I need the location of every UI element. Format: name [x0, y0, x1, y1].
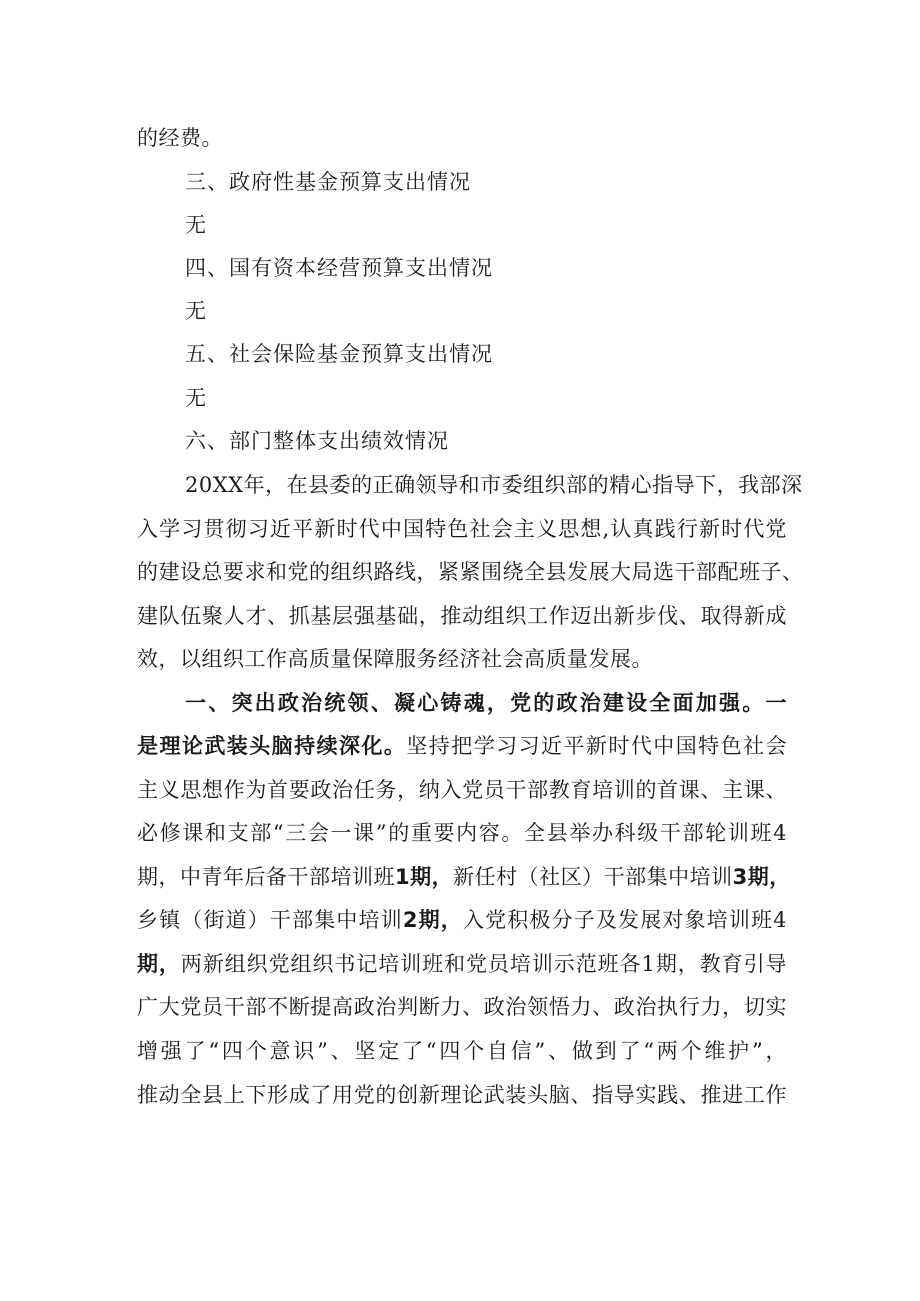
paragraph-line: 增强了“四个意识”、坚定了“四个自信”、做到了“两个维护”， — [137, 1039, 787, 1063]
paragraph-line: 效，以组织工作高质量保障服务经济社会高质量发展。 — [137, 647, 653, 671]
section-heading-3: 三、政府性基金预算支出情况 — [185, 170, 471, 194]
section-heading-5: 五、社会保险基金预算支出情况 — [185, 342, 493, 366]
section-heading-4: 四、国有资本经营预算支出情况 — [185, 256, 493, 280]
paragraph-text: 期，中青年后备干部培训班 — [137, 865, 395, 889]
paragraph-text: 入党积极分子及发展对象培训班4 — [462, 908, 787, 932]
section-3-body: 无 — [185, 213, 207, 237]
paragraph-line: 主义思想作为首要政治任务，纳入党员干部教育培训的首课、主课、 — [137, 778, 787, 802]
paragraph-line-mixed — [137, 724, 787, 768]
paragraph-line-mixed — [137, 898, 787, 942]
text-line-continuation: 的经费。 — [137, 126, 223, 150]
paragraph-line: 建队伍聚人才、抓基层强基础，推动组织工作迈出新步伐、取得新成 — [137, 604, 787, 628]
bold-count: 2期， — [402, 908, 463, 932]
section-4-body: 无 — [185, 299, 207, 323]
paragraph-text: 新任村（社区）干部集中培训 — [453, 865, 733, 889]
paragraph-line: 广大党员干部不断提高政治判断力、政治领悟力、政治执行力，切实 — [137, 995, 787, 1019]
paragraph-line: 推动全县上下形成了用党的创新理论武装头脑、指导实践、推进工作 — [137, 1083, 787, 1107]
section-5-body: 无 — [185, 386, 207, 410]
paragraph-line: 的建设总要求和党的组织路线，紧紧围绕全县发展大局选干部配班子、 — [137, 560, 804, 584]
paragraph-text: 两新组织党组织书记培训班和党员培训示范班各1期，教育引导 — [180, 952, 788, 976]
paragraph-line-mixed — [137, 855, 791, 899]
bold-heading-line: 一、突出政治统领、凝心铸魂，党的政治建设全面加强。一 — [185, 691, 787, 715]
paragraph-line-mixed — [137, 942, 787, 986]
bold-count: 3期， — [732, 865, 791, 889]
bold-subheading: 是理论武装头脑持续深化。 — [137, 734, 407, 758]
paragraph-text: 坚持把学习习近平新时代中国特色社会 — [406, 734, 788, 758]
bold-count: 1期， — [395, 865, 454, 889]
paragraph-line: 入学习贯彻习近平新时代中国特色社会主义思想,认真践行新时代党 — [137, 517, 787, 541]
paragraph-line: 必修课和支部“三会一课”的重要内容。全县举办科级干部轮训班4 — [137, 821, 787, 845]
paragraph-text: 乡镇（街道）干部集中培训 — [137, 908, 403, 932]
bold-count: 期， — [137, 952, 181, 976]
paragraph-line: 20XX年，在县委的正确领导和市委组织部的精心指导下，我部深 — [185, 473, 803, 497]
section-heading-6: 六、部门整体支出绩效情况 — [185, 429, 449, 453]
